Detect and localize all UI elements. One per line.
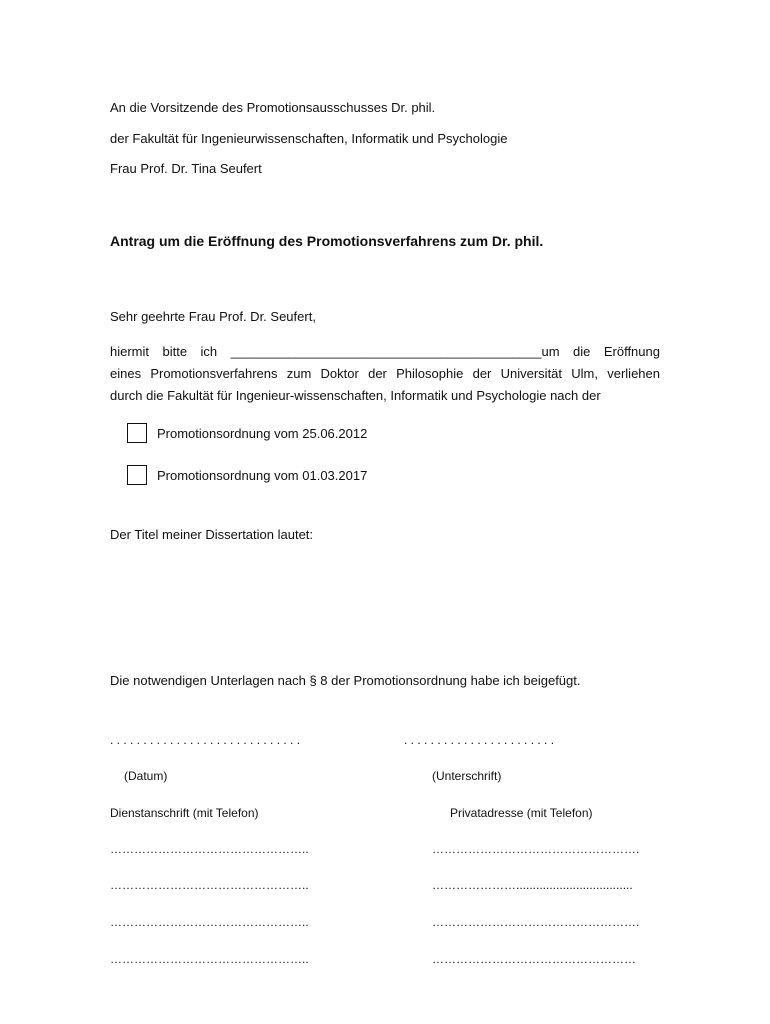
office-address-line-1[interactable]: …………………………………………..	[110, 842, 309, 856]
date-label: (Datum)	[124, 769, 168, 783]
private-address-line-4[interactable]: ……………………………………………	[432, 952, 636, 966]
office-address-line-4[interactable]: …………………………………………..	[110, 952, 309, 966]
private-address-line-1[interactable]: …………………………………………….	[432, 842, 640, 856]
body-line-1-start: hiermit bitte ich	[110, 344, 218, 359]
option-checkbox-2017[interactable]	[127, 465, 147, 485]
private-address-line-2[interactable]: …………………...................................	[432, 878, 633, 892]
office-address-line-2[interactable]: …………………………………………..	[110, 878, 309, 892]
salutation: Sehr geehrte Frau Prof. Dr. Seufert,	[110, 309, 316, 324]
body-line-1-end: um die Eröffnung	[541, 344, 660, 359]
office-address-line-3[interactable]: …………………………………………..	[110, 915, 309, 929]
dissertation-title-label: Der Titel meiner Dissertation lautet:	[110, 527, 314, 542]
private-address-line-3[interactable]: …………………………………………….	[432, 915, 640, 929]
name-blank-field[interactable]: ___________________________________________	[230, 344, 542, 359]
private-address-label: Privatadresse (mit Telefon)	[450, 806, 593, 820]
address-line-3: Frau Prof. Dr. Tina Seufert	[110, 161, 262, 176]
option-checkbox-2012[interactable]	[127, 423, 147, 443]
office-address-label: Dienstanschrift (mit Telefon)	[110, 806, 259, 820]
date-field[interactable]: . . . . . . . . . . . . . . . . . . . . . . . . . . . . .	[110, 733, 301, 747]
signature-field[interactable]: . . . . . . . . . . . . . . . . . . . . . . .	[404, 733, 555, 747]
body-line-2: eines Promotionsverfahrens zum Doktor der Philosophie der Universität Ulm, verliehen	[110, 366, 660, 381]
body-line-3: durch die Fakultät für Ingenieur-wissenschaften, Informatik und Psychologie nach der	[110, 388, 601, 403]
option-label-2012: Promotionsordnung vom 25.06.2012	[157, 426, 368, 441]
address-line-2: der Fakultät für Ingenieurwissenschaften, Informatik und Psychologie	[110, 131, 508, 146]
signature-label: (Unterschrift)	[432, 769, 502, 783]
address-line-1: An die Vorsitzende des Promotionsausschusses Dr. phil.	[110, 100, 436, 115]
option-label-2017: Promotionsordnung vom 01.03.2017	[157, 468, 368, 483]
subject-heading: Antrag um die Eröffnung des Promotionsverfahrens zum Dr. phil.	[110, 233, 544, 249]
body-line-1	[110, 344, 660, 360]
attachments-note: Die notwendigen Unterlagen nach § 8 der Promotionsordnung habe ich beigefügt.	[110, 673, 581, 688]
